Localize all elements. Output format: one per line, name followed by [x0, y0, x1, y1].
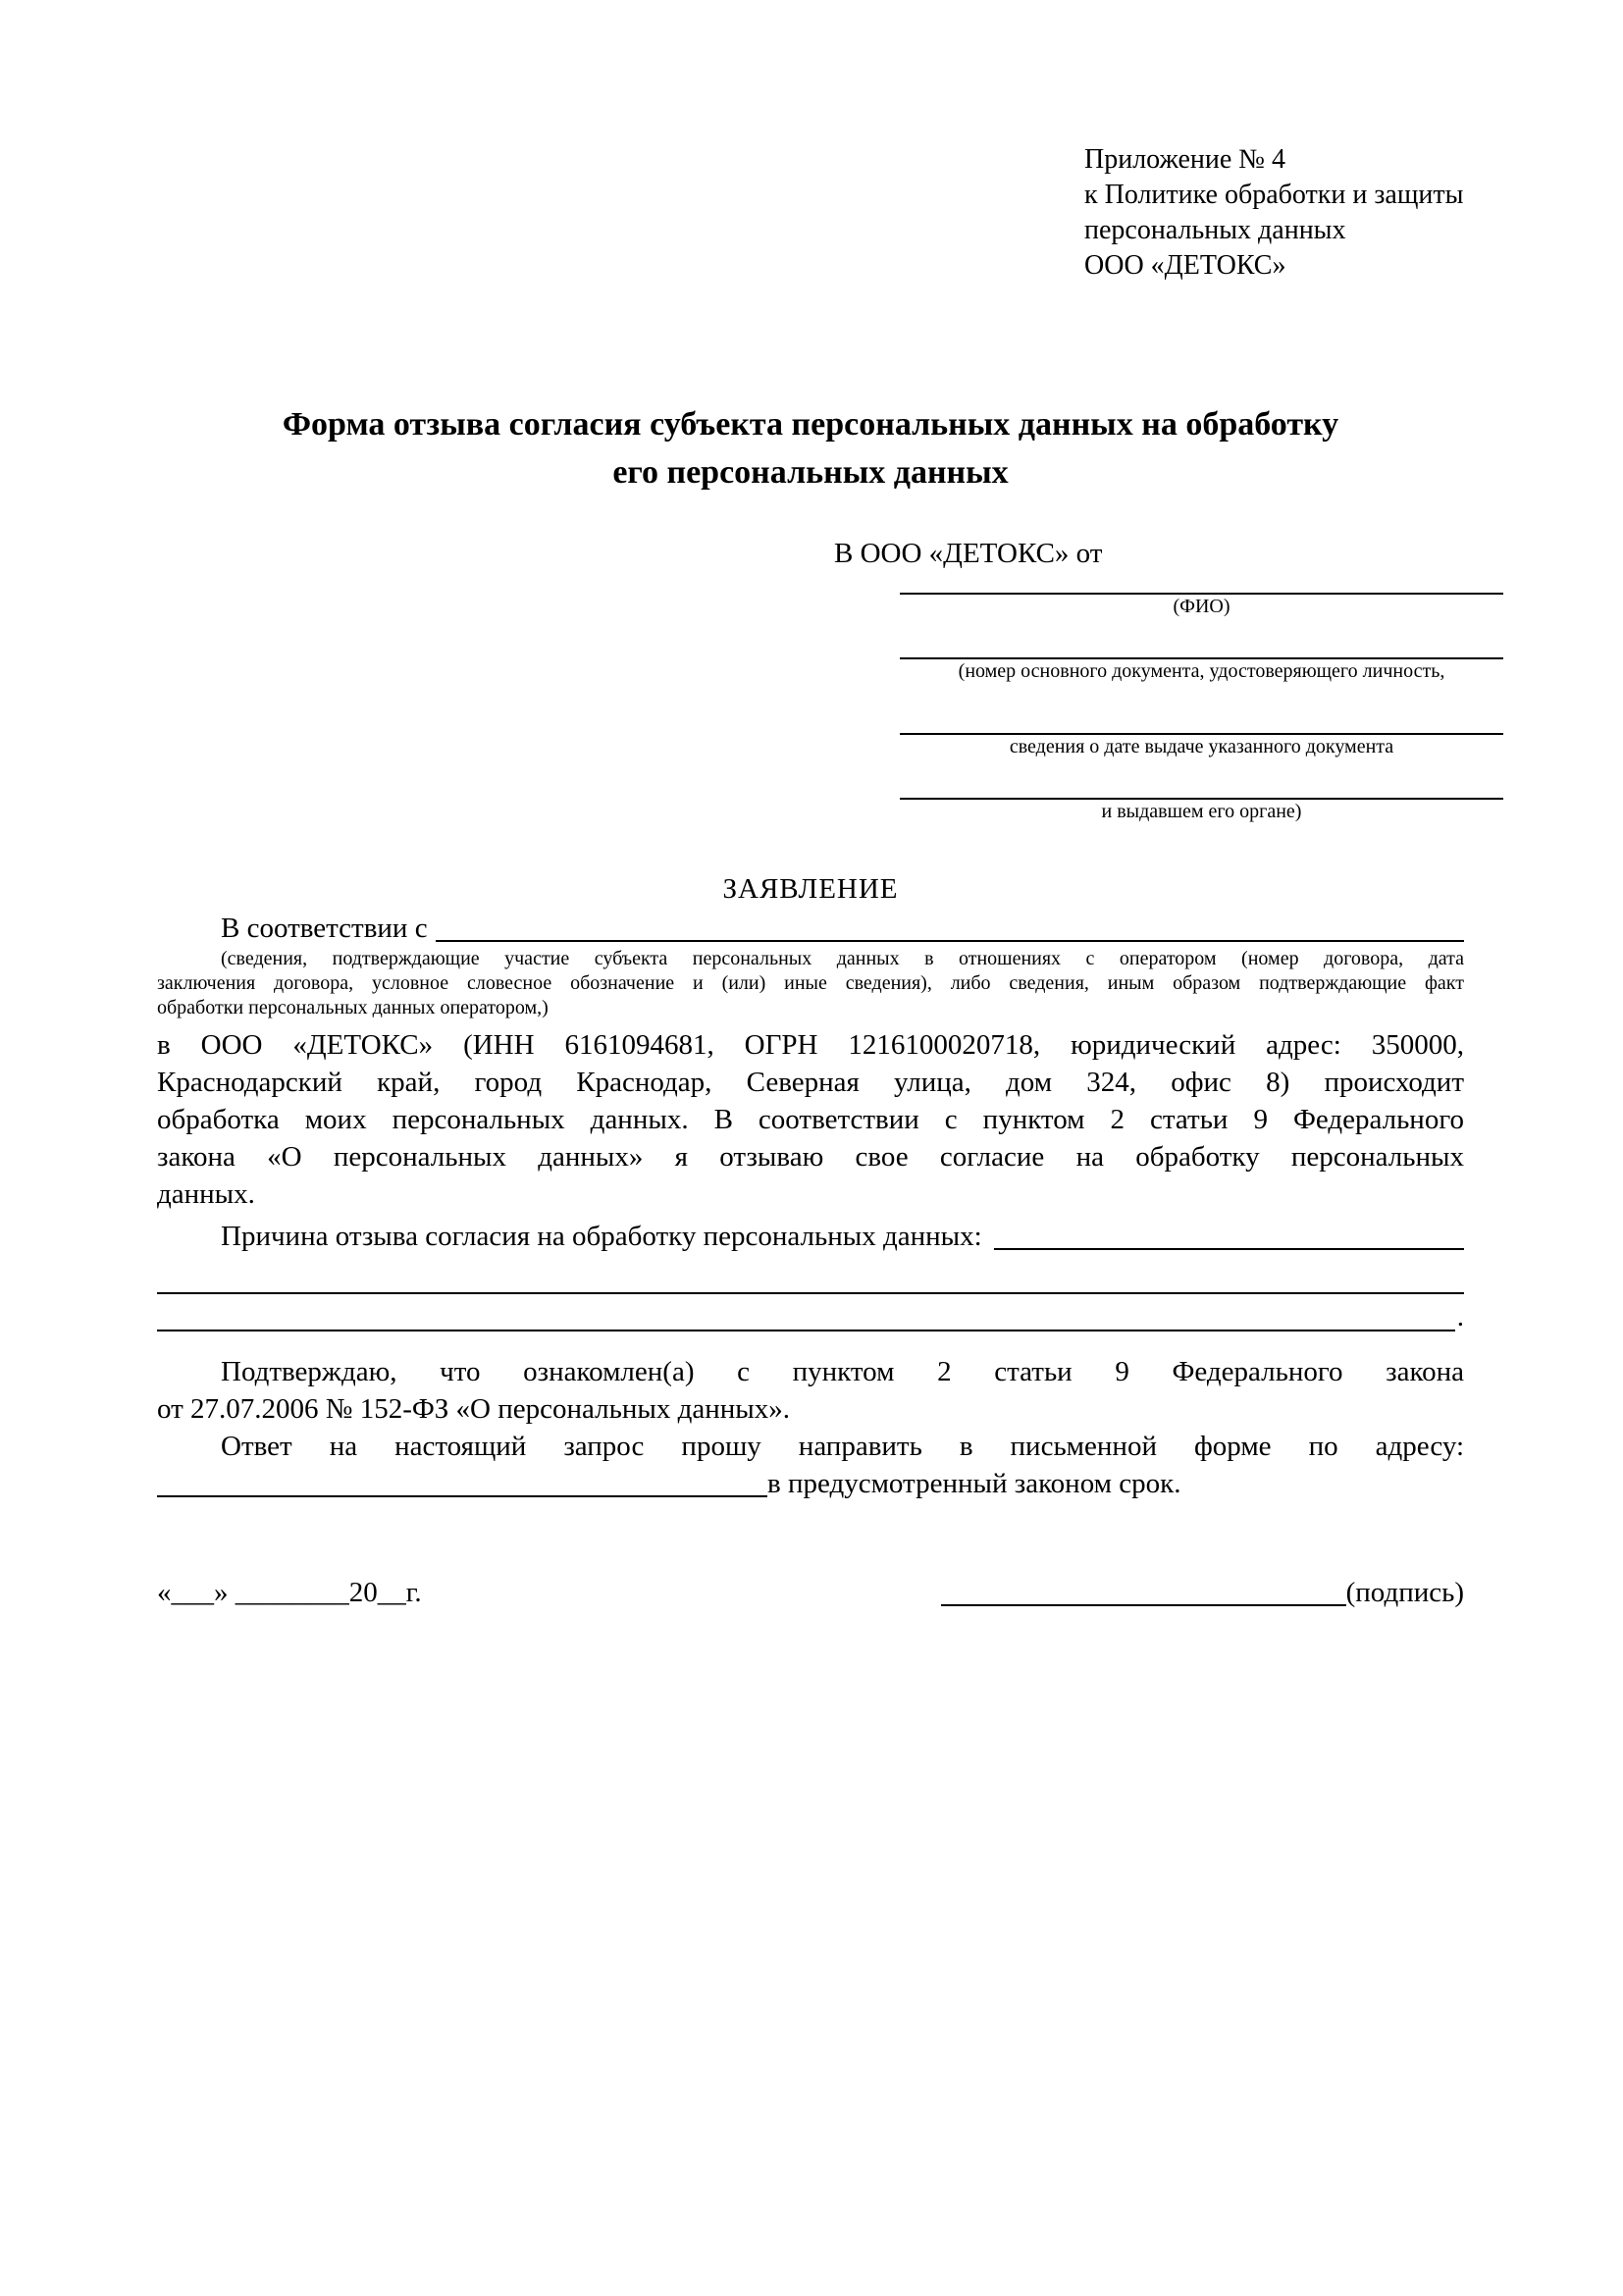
- text-line: закона «О персональных данных» я отзываю свое согласие на обработку персональных: [157, 1141, 1464, 1173]
- signature-group: [941, 1573, 1464, 1612]
- text-line: Подтверждаю, что ознакомлен(а) с пунктом 2 статьи 9 Федерального закона: [221, 1356, 1464, 1387]
- intro-footnote: [157, 947, 1464, 1020]
- text-line: (сведения, подтверждающие участие субъекта персональных данных в отношениях с оператором (номер договора, дата: [221, 948, 1464, 969]
- reason-blank-line-2: [157, 1294, 1464, 1331]
- text-line: обработка моих персональных данных. В соответствии с пунктом 2 статьи 9 Федерального: [157, 1104, 1464, 1135]
- text-line: в ООО «ДЕТОКС» (ИНН 6161094681, ОГРН 1216100020718, юридический адрес: 350000,: [157, 1029, 1464, 1061]
- reason-prefix: Причина отзыва согласия на обработку персональных данных:: [221, 1221, 982, 1252]
- addressee-block: [900, 582, 1503, 824]
- appendix-header: [1084, 142, 1464, 284]
- reason-blank-line-1: [157, 1255, 1464, 1294]
- fio-fill-line: [900, 582, 1503, 595]
- reason-fill-line-2: [157, 1330, 1455, 1331]
- signature-fill-line: [941, 1573, 1346, 1606]
- body-paragraph: [157, 1026, 1464, 1213]
- footer-row: [157, 1573, 1464, 1612]
- signature-caption: (подпись): [1345, 1577, 1464, 1608]
- reply-address-row: [157, 1465, 1464, 1502]
- document-number-caption: (номер основного документа, удостоверяющего личность,: [958, 660, 1445, 682]
- text-line: к Политике обработки и защиты: [1084, 180, 1464, 210]
- blank-line-terminator: .: [1456, 1301, 1464, 1332]
- form-title: [157, 400, 1464, 496]
- text-line: обработки персональных данных оператором,): [157, 997, 549, 1018]
- text-line: Приложение № 4: [1084, 144, 1285, 175]
- issuing-authority-fill-line: [900, 787, 1503, 800]
- text-line: заключения договора, условное словесное обозначение и (или) иные сведения), либо сведения, иным образом подтверждающие факт: [157, 972, 1464, 994]
- date-blank: «___» ________20__г.: [157, 1577, 422, 1608]
- basis-fill-line: [436, 910, 1464, 942]
- text-line: Краснодарский край, город Краснодар, Северная улица, дом 324, офис 8) происходит: [157, 1067, 1464, 1098]
- document-number-fill-line: [900, 647, 1503, 659]
- text-line: его персональных данных: [612, 454, 1009, 491]
- text-line: ООО «ДЕТОКС»: [1084, 250, 1286, 281]
- issue-date-caption: сведения о дате выдаче указанного документа: [1009, 736, 1394, 757]
- reply-paragraph: Ответ на настоящий запрос прошу направить в письменной форме по адресу:: [221, 1431, 1464, 1462]
- intro-paragraph: [157, 910, 1464, 947]
- reason-fill-line: [994, 1218, 1464, 1250]
- intro-prefix: В соответствии с: [221, 913, 428, 944]
- text-line: от 27.07.2006 № 152-ФЗ «О персональных данных».: [157, 1393, 791, 1425]
- fio-caption: (ФИО): [1173, 596, 1230, 617]
- reason-paragraph: [157, 1218, 1464, 1255]
- issuing-authority-caption: и выдавшем его органе): [1101, 801, 1302, 822]
- issue-date-fill-line: [900, 722, 1503, 735]
- address-fill-line: [157, 1465, 767, 1497]
- confirm-paragraph: [157, 1353, 1464, 1428]
- statement-heading: ЗАЯВЛЕНИЕ: [722, 873, 899, 905]
- text-line: персональных данных: [1084, 215, 1346, 245]
- addressee-to-line: В ООО «ДЕТОКС» от: [834, 538, 1103, 569]
- text-line: Форма отзыва согласия субъекта персональных данных на обработку: [282, 406, 1339, 443]
- reply-suffix: в предусмотренный законом срок.: [767, 1468, 1181, 1499]
- text-line: данных.: [157, 1178, 255, 1210]
